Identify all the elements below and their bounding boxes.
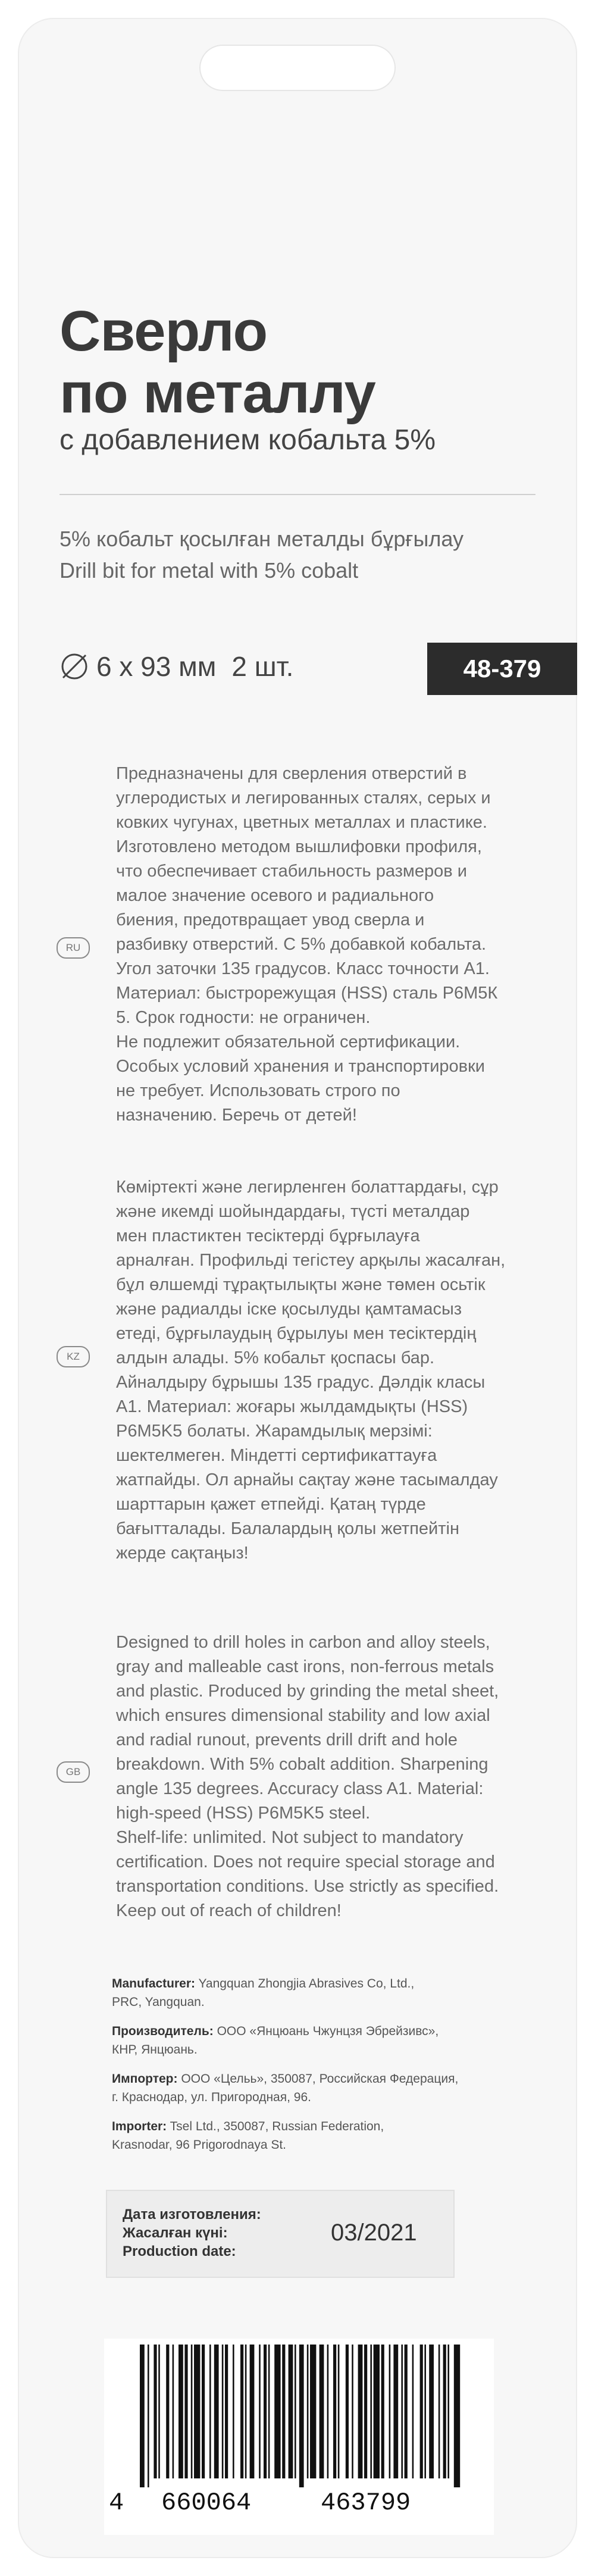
text-line: Особых условий хранения и транспортировки [116,1057,485,1076]
text-line: and radial runout, prevents drill drift and hole [116,1730,458,1749]
barcode-bar [289,2345,293,2478]
barcode-bar [364,2345,367,2478]
text-line: углеродистых и легированных сталях, серых и [116,788,491,807]
text-line: Айналдыру бұрышы 135 градус. Дәлдік класы [116,1373,486,1392]
text-line: және радиалды іске қосылуды қамтамасыз [116,1300,462,1319]
barcode-bar [333,2345,336,2478]
description-kz [116,1175,533,1566]
text-line: арналған. Профильді тегістеу арқылы жасалған, [116,1251,506,1270]
text-line: high-speed (HSS) P6M5K5 steel. [116,1804,371,1823]
barcode-bar [307,2345,309,2478]
text-line: Көміртекті және легирленген болаттардағы, сұр [116,1178,499,1197]
producer-text: КНР, Янцюань. [112,2043,198,2057]
barcode-bar [412,2345,414,2478]
barcode-bar [352,2345,353,2478]
barcode-bar [295,2345,296,2478]
text-line: не требует. Использовать строго по [116,1081,400,1100]
text-line: breakdown. With 5% cobalt addition. Sharpening [116,1755,488,1774]
production-date-value: 03/2021 [331,2220,417,2246]
text-line: and plastic. Produced by grinding the metal sheet, [116,1682,499,1701]
producer-info [112,2022,528,2059]
text-line: А1. Материал: жоғары жылдамдықты (HSS) [116,1397,468,1416]
barcode-bar [268,2345,270,2478]
text-line: бағытталады. Балалардың қолы жетпейтін [116,1519,459,1538]
text-line: етеді, бұрғылаудың бұрылуы мен тесіктердің [116,1324,477,1343]
importer-label: Importer: [112,2120,167,2133]
barcode-bars [140,2345,461,2487]
text-line: шарттарын қажет етпейді. Қатаң түрде [116,1495,426,1514]
barcode-bar [454,2345,460,2487]
manufacturer-text: PRC, Yangquan. [112,1995,205,2009]
barcode-bar [338,2345,340,2478]
producer-label: Производитель: [112,2024,214,2038]
barcode-bar [214,2345,219,2478]
barcode-bar [148,2345,149,2487]
description-ru [116,762,533,1128]
barcode-bar [420,2345,423,2478]
barcode [104,2339,494,2535]
text-line: алдын алады. 5% кобальт қоспасы бар. [116,1348,435,1367]
date-label-ru: Дата изготовления: [123,2206,261,2223]
barcode-bar [178,2345,183,2478]
text-line: Keep out of reach of children! [116,1901,342,1920]
barcode-bar [346,2345,349,2478]
importer-label: Импортер: [112,2072,178,2086]
barcode-bar [245,2345,247,2478]
barcode-bar [209,2345,211,2478]
text-line: Изготовлено методом вышлифовки профиля, [116,837,482,856]
barcode-bar [222,2345,224,2478]
producer-text: ООО «Янцюань Чжунцзя Эбрейзивс», [213,2024,439,2038]
article-number: 48-379 [427,643,577,695]
barcode-digit-group-1: 660064 [161,2489,252,2517]
barcode-bar [225,2345,228,2478]
lang-badge-gb: GB [57,1761,90,1783]
barcode-bar [320,2345,324,2478]
title-line-1: Сверло [60,299,268,363]
barcode-bar [310,2345,316,2478]
barcode-bar [429,2345,434,2478]
barcode-bar [158,2345,160,2478]
diameter-icon [60,652,89,681]
barcode-bar [140,2345,145,2487]
barcode-bar [327,2345,329,2478]
text-line: Designed to drill holes in carbon and alloy steels, [116,1633,490,1652]
title-kz: 5% кобальт қосылған металды бұрғылау [60,527,464,551]
barcode-bar [264,2345,267,2478]
importer-info-en [112,2117,528,2154]
manufacturer-text: Yangquan Zhongjia Abrasives Co, Ltd., [195,1977,415,1990]
manufacturer-label: Manufacturer: [112,1977,196,1990]
production-date-box [106,2190,455,2278]
description-gb [116,1630,533,1923]
barcode-bar [443,2345,446,2478]
barcode-bar [202,2345,205,2478]
importer-text: Tsel Ltd., 350087, Russian Federation, [167,2120,384,2133]
text-line: transportation conditions. Use strictly as specified. [116,1877,499,1896]
text-line: Shelf-life: unlimited. Not subject to mandatory [116,1828,464,1847]
text-line: мен пластиктен тесіктерді бұрғылауға [116,1226,420,1245]
text-line: Материал: быстрорежущая (HSS) сталь Р6М5К [116,984,498,1003]
product-subtitle: с добавлением кобальта 5% [60,424,436,456]
lang-badge-kz: KZ [57,1346,90,1367]
text-line: назначению. Беречь от детей! [116,1106,357,1125]
barcode-bar [274,2345,280,2478]
manufacturer-info [112,1974,528,2011]
text-line: which ensures dimensional stability and low axial [116,1706,490,1725]
title-en: Drill bit for metal with 5% cobalt [60,558,359,583]
text-line: жерде сақтаңыз! [116,1544,249,1563]
spec-row [60,649,293,684]
text-line: Предназначены для сверления отверстий в [116,764,467,783]
barcode-bar [393,2345,398,2478]
importer-text: г. Краснодар, ул. Пригородная, 96. [112,2090,311,2104]
text-line: және икемді шойындардағы, түсті металдар [116,1202,470,1221]
spec-size: 6 х 93 мм [96,651,217,682]
barcode-bar [154,2345,156,2478]
divider [60,494,536,495]
text-line: жатпайды. Ол арнайы сақтау және тасымалдау [116,1470,498,1489]
text-line: certification. Does not require special storage and [116,1852,495,1871]
barcode-bar [447,2345,449,2478]
importer-info-ru [112,2070,528,2107]
barcode-digit-prefix: 4 [109,2489,124,2517]
text-line: ковких чугунах, цветных металлах и пластике. [116,813,487,832]
text-line: разбивку отверстий. С 5% добавкой кобальта. [116,935,487,954]
importer-text: ООО «Цельь», 350087, Российская Федерация, [177,2072,459,2086]
barcode-bar [389,2345,391,2478]
barcode-digits [104,2489,494,2517]
text-line: бұл өлшемді тұрақтылықты және төмен осьтік [116,1275,486,1294]
barcode-digit-group-2: 463799 [321,2489,411,2517]
date-label-kz: Жасалған күні: [123,2225,228,2241]
barcode-bar [370,2345,372,2478]
text-line: gray and malleable cast irons, non-ferrous metals [116,1657,494,1676]
text-line: Угол заточки 135 градусов. Класс точности А1. [116,959,490,978]
barcode-bar [439,2345,440,2478]
lang-badge-ru: RU [57,937,90,959]
text-line: Не подлежит обязательной сертификации. [116,1032,461,1051]
date-label-en: Production date: [123,2243,236,2259]
barcode-bar [358,2345,363,2478]
text-line: малое значение осевого и радиального [116,886,434,905]
barcode-bar [259,2345,261,2478]
text-line: 5. Срок годности: не ограничен. [116,1008,371,1027]
barcode-bar [191,2345,193,2478]
barcode-bar [240,2345,243,2478]
barcode-bar [299,2345,304,2487]
text-line: P6M5K5 болаты. Жарамдылық мерзімі: [116,1422,433,1441]
title-line-2: по металлу [60,361,375,425]
spec-qty: 2 шт. [231,651,294,682]
barcode-bar [282,2345,285,2478]
product-title [60,301,536,424]
barcode-bar [405,2345,408,2478]
hang-hole [199,45,396,91]
text-line: что обеспечивает стабильность размеров и [116,862,467,881]
barcode-bar [374,2345,380,2478]
barcode-bar [173,2345,174,2478]
barcode-bar [184,2345,187,2478]
barcode-bar [194,2345,200,2478]
importer-text: Krasnodar, 96 Prigorodnaya St. [112,2138,287,2152]
barcode-bar [233,2345,234,2478]
text-line: angle 135 degrees. Accuracy class A1. Material: [116,1779,484,1798]
text-line: шектелмеген. Міндетті сертификаттауға [116,1446,437,1465]
barcode-bar [166,2345,169,2478]
barcode-bar [401,2345,403,2478]
barcode-bar [424,2345,426,2478]
barcode-bar [381,2345,384,2478]
production-date-labels [123,2205,261,2261]
barcode-bar [250,2345,255,2478]
text-line: биения, предотвращает увод сверла и [116,910,425,929]
